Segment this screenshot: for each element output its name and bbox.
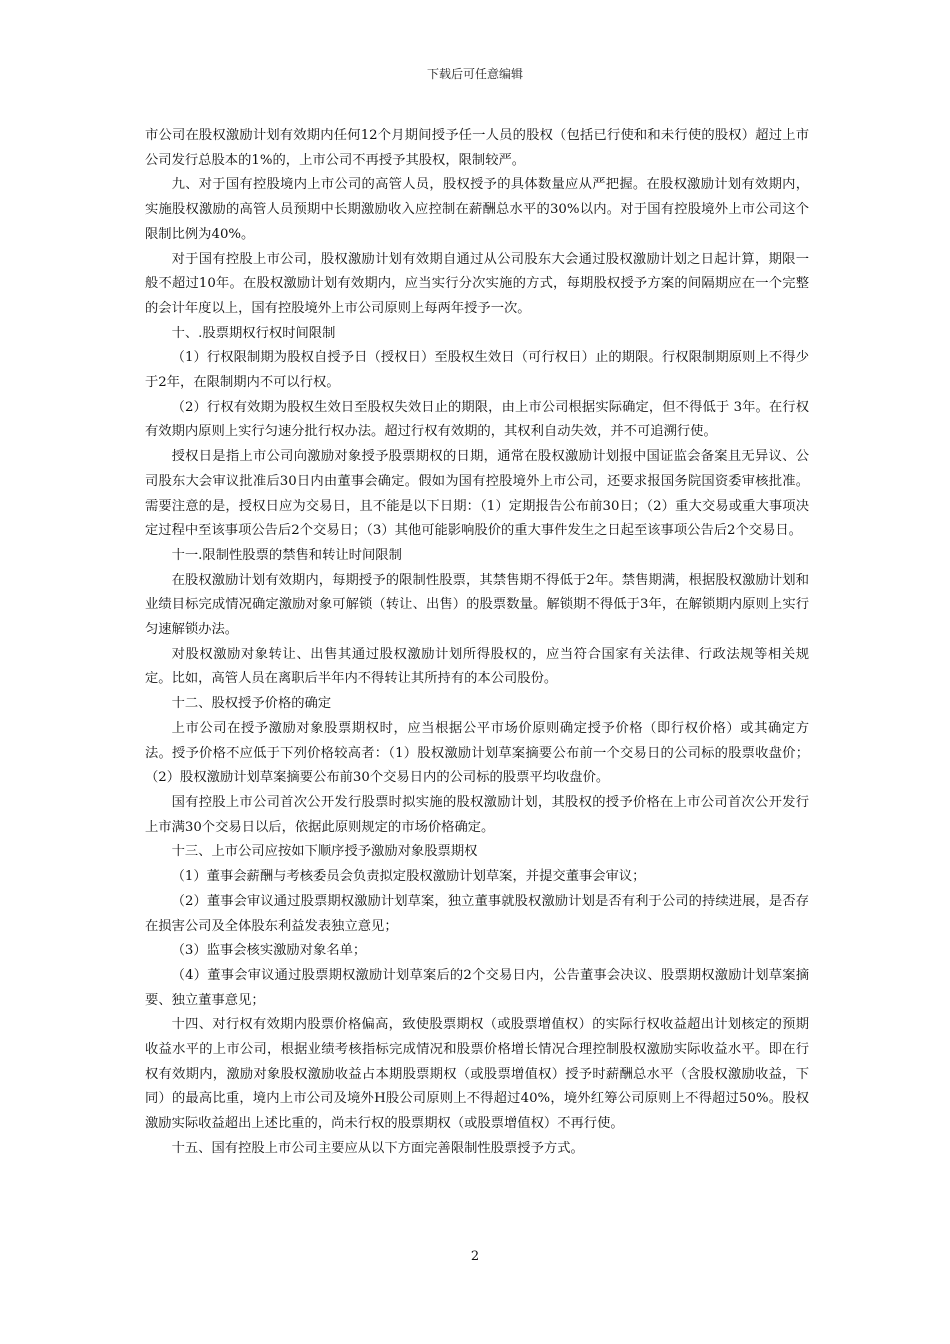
paragraph: 上市公司在授予激励对象股票期权时，应当根据公平市场价原则确定授予价格（即行权价格）或其确定方法。授予价格不应低于下列价格较高者：（1）股权激励计划草案摘要公布前一个交易日的公司标的股票收盘价；（2）股权激励计划草案摘要公布前30个交易日内的公司标的股票平均收盘价。 bbox=[145, 720, 809, 786]
paragraph: 十四、对行权有效期内股票价格偏高，致使股票期权（或股票增值权）的实际行权收益超出计划核定的预期收益水平的上市公司，根据业绩考核指标完成情况和股票价格增长情况合理控制股权激励实际收益水平。即在行权有效期内，激励对象股权激励收益占本期股票期权（或股票增值权）授予时薪酬总水平（含股权激励收益，下同）的最高比重，境内上市公司及境外H股公司原则上不得超过40%，境外红筹公司原则上不得超过50%。股权激励实际收益超出上述比重的，尚未行权的股票期权（或股票增值权）不再行使。 bbox=[145, 1017, 809, 1132]
page-number-text: 2 bbox=[470, 1249, 480, 1264]
paragraph: （2）行权有效期为股权生效日至股权失效日止的期限，由上市公司根据实际确定，但不得低于 3年。在行权有效期内原则上实行匀速分批行权办法。超过行权有效期的，其权利自动失效，并不可追溯行使。 bbox=[145, 399, 809, 440]
paragraph: 在股权激励计划有效期内，每期授予的限制性股票，其禁售期不得低于2年。禁售期满，根据股权激励计划和业绩目标完成情况确定激励对象可解锁（转让、出售）的股票数量。解锁期不得低于3年，在解锁期内原则上实行匀速解锁办法。 bbox=[145, 572, 809, 638]
paragraph: 对股权激励对象转让、出售其通过股权激励计划所得股权的，应当符合国家有关法律、行政法规等相关规定。比如，高管人员在离职后半年内不得转让其所持有的本公司股份。 bbox=[145, 646, 809, 687]
paragraph: （1）行权限制期为股权自授予日（授权日）至股权生效日（可行权日）止的期限。行权限制期原则上不得少于2年，在限制期内不可以行权。 bbox=[145, 350, 809, 391]
list-item: （1）董事会薪酬与考核委员会负责拟定股权激励计划草案，并提交董事会审议； bbox=[171, 869, 646, 885]
section-heading: 十二、股权授予价格的确定 bbox=[171, 696, 332, 712]
paragraph: 市公司在股权激励计划有效期内任何12个月期间授予任一人员的股权（包括已行使和和未行使的股权）超过上市公司发行总股本的1%的，上市公司不再授予其股权，限制较严。 bbox=[145, 128, 809, 168]
document-body bbox=[145, 124, 809, 1162]
page-number bbox=[0, 1248, 950, 1266]
section-heading: 十三、上市公司应按如下顺序授予激励对象股票期权 bbox=[171, 844, 478, 860]
list-item: （3）监事会核实激励对象名单； bbox=[171, 943, 367, 959]
section-heading: 十一.限制性股票的禁售和转让时间限制 bbox=[171, 547, 402, 563]
paragraph: 国有控股上市公司首次公开发行股票时拟实施的股权激励计划，其股权的授予价格在上市公司首次公开发行上市满30个交易日以后，依据此原则规定的市场价格确定。 bbox=[145, 794, 809, 835]
list-item: （4）董事会审议通过股票期权激励计划草案后的2个交易日内，公告董事会决议、股票期权激励计划草案摘要、独立董事意见； bbox=[145, 967, 809, 1008]
section-heading: 十、.股票期权行权时间限制 bbox=[171, 325, 336, 341]
paragraph: 授权日是指上市公司向激励对象授予股票期权的日期，通常在股权激励计划报中国证监会备案且无异议、公司股东大会审议批准后30日内由董事会确定。假如为国有控股境外上市公司，还要求报国务院国资委审核批准。需要注意的是，授权日应为交易日，且不能是以下日期：（1）定期报告公布前30日；（2）重大交易或重大事项决定过程中至该事项公告后2个交易日；（3）其他可能影响股价的重大事件发生之日起至该事项公告后2个交易日。 bbox=[145, 449, 809, 539]
paragraph: 九、对于国有控股境内上市公司的高管人员，股权授予的具体数量应从严把握。在股权激励计划有效期内，实施股权激励的高管人员预期中长期激励收入应控制在薪酬总水平的30%以内。对于国有控股境外上市公司这个限制比例为40%。 bbox=[145, 177, 809, 242]
paragraph: 十五、国有控股上市公司主要应从以下方面完善限制性股票授予方式。 bbox=[171, 1140, 584, 1156]
paragraph: 对于国有控股上市公司，股权激励计划有效期自通过从公司股东大会通过股权激励计划之日起计算，期限一般不超过10年。在股权激励计划有效期内，应当实行分次实施的方式，每期股权授予方案的间隔期应在一个完整的会计年度以上，国有控股境外上市公司原则上每两年授予一次。 bbox=[145, 251, 809, 316]
header-text: 下载后可任意编辑 bbox=[426, 67, 523, 81]
page-header bbox=[0, 66, 950, 82]
list-item: （2）董事会审议通过股票期权激励计划草案，独立董事就股权激励计划是否有利于公司的持续进展，是否存在损害公司及全体股东利益发表独立意见； bbox=[145, 893, 809, 934]
